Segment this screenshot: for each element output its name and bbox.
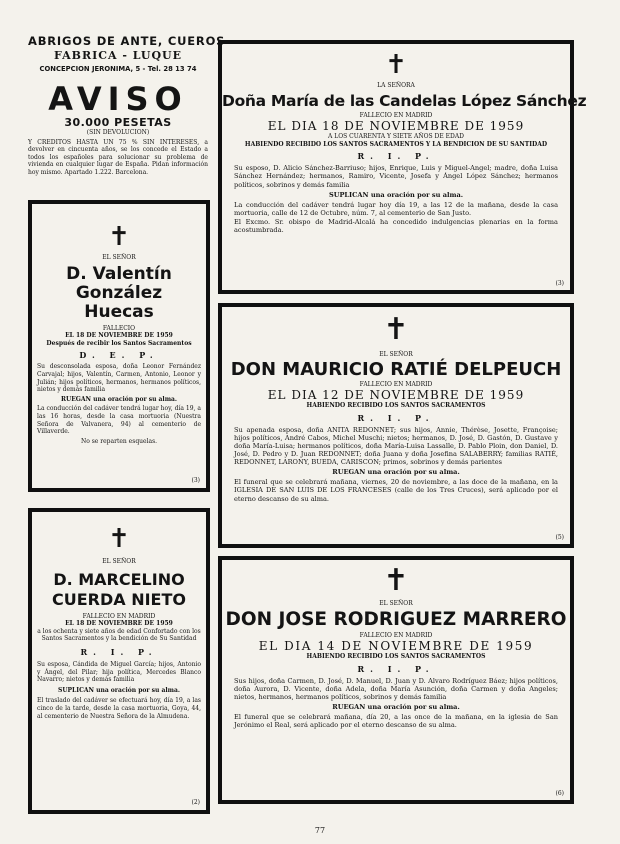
title-small: EL SEÑOR <box>102 558 136 565</box>
funeral: El funeral que se celebrará mañana, día 20, a las once de la mañana, en la iglesia de San Jerónimo el Real, será aplicado por el eterno descanso de su alma. <box>234 713 558 730</box>
title-small: LA SEÑORA <box>377 82 415 89</box>
after-sacraments: a los ochenta y siete años de edad Confortado con los Santos Sacramentos y la bendición de Su Santidad <box>37 627 201 643</box>
death-date: EL 18 DE NOVIEMBRE DE 1959 <box>65 332 173 340</box>
ref: (3) <box>191 477 200 484</box>
aviso-amount: 30.000 PESETAS <box>64 116 172 129</box>
family-text: Sus hijos, doña Carmen, D. José, D. Manuel, D. Juan y D. Alvaro Rodríguez Báez; hijos políticos, doña Aurora, D. Vicente, doña Adela, doña María Asunción, doña Carmen y doña Angeles; nietos, hermanos, hermanos políticos, sobrinos y demás familia <box>234 676 558 701</box>
no-esquelas: No se reparten esquelas. <box>80 437 158 445</box>
death-date: EL DIA 14 DE NOVIEMBRE DE 1959 <box>258 639 534 654</box>
ref: (6) <box>555 790 564 797</box>
ad-line-2: FABRICA - LUQUE <box>53 49 183 62</box>
after-sacraments: Después de recibir los Santos Sacramentos <box>46 339 192 347</box>
suplican: SUPLICAN una oración por su alma. <box>328 190 464 199</box>
notice-jose <box>218 556 574 804</box>
deceased-name: DON JOSE RODRIGUEZ MARRERO <box>225 608 567 630</box>
ruegan: RUEGAN una oración por su alma. <box>60 395 178 403</box>
death-date: EL DIA 12 DE NOVIEMBRE DE 1959 <box>267 388 525 403</box>
family-text: Su esposa, Cándida de Miguel García; hijos, Antonio y Ángel, del Pilar; hija política, Mercedes Blanco Navarro; nietos y demás familia <box>37 660 201 684</box>
ref: (3) <box>555 280 564 287</box>
age: A LOS CUARENTA Y SIETE AÑOS DE EDAD <box>328 133 464 141</box>
family-text: Su desconsolada esposa, doña Leonor Fernández Carvajal; hijos, Valentín, Carmen, Antonio, Leonor y Julián; hijos políticos, hermanos, hermanos políticos, nietos y demás familia <box>37 363 201 394</box>
deceased-name: D. MARCELINO CUERDA NIETO <box>51 569 186 609</box>
cross-icon: ✝ <box>108 222 130 252</box>
ref: (5) <box>555 534 564 541</box>
cross-icon: ✝ <box>385 50 407 80</box>
title-small: EL SEÑOR <box>379 600 413 607</box>
notice-mauricio <box>218 303 574 548</box>
ref: (2) <box>191 799 200 806</box>
death-date: EL DIA 18 DE NOVIEMBRE DE 1959 <box>267 119 525 134</box>
after-sacraments: HABIENDO RECIBIDO LOS SANTOS SACRAMENTOS <box>306 402 486 410</box>
deceased-name: Doña María de las Candelas López Sánchez <box>222 91 587 110</box>
funeral: El funeral que se celebrará mañana, viernes, 20 de noviembre, a las doce de la mañana, en la IGLESIA DE SAN LUIS DE LOS FRANCESES (calle de los Tres Cruces), será aplicado por el eterno descanso de su alma. <box>234 478 558 503</box>
page-number: 77 <box>314 826 326 835</box>
aviso-sub: (SIN DEVOLUCION) <box>86 129 150 136</box>
top-ad <box>28 34 226 73</box>
rip: R. I. P. <box>357 663 435 674</box>
aviso-title: AVISO <box>48 80 188 118</box>
obispo: El Excmo. Sr. obispo de Madrid-Alcalá ha concedido indulgencias plenarias en la forma acostumbrada. <box>234 217 558 235</box>
ad-line-1: ABRIGOS DE ANTE, CUEROS <box>28 34 226 48</box>
deceased-name: DON MAURICIO RATIÉ DELPEUCH <box>230 358 562 380</box>
notice-candelas <box>218 40 587 294</box>
rip: R. I. P. <box>357 412 435 423</box>
notice-marcelino <box>28 508 210 814</box>
fallecio: FALLECIO EN MADRID <box>82 612 156 620</box>
fallecio: FALLECIO EN MADRID <box>359 631 433 639</box>
suplican: SUPLICAN una oración por su alma. <box>57 686 180 694</box>
ruegan: RUEGAN una oración por su alma. <box>332 468 460 477</box>
cross-icon: ✝ <box>383 312 409 347</box>
cross-icon: ✝ <box>108 524 130 554</box>
ad-line-3: CONCEPCION JERONIMA, 5 - Tel. 28 13 74 <box>39 65 197 73</box>
conduccion: La conducción del cadáver tendrá lugar hoy día 19, a las 12 de la mañana, desde la casa mortuoria, calle de 12 de Octubre, núm. 7, al cementerio de San Justo. <box>234 200 558 217</box>
after-sacraments: HABIENDO RECIBIDO LOS SANTOS SACRAMENTOS <box>306 653 486 661</box>
family-text: Su esposo, D. Alicio Sánchez-Barriuso; hijos, Enrique, Luis y Miguel-Angel; madre, doña Luisa Sánchez Hernández; hermanos, Ramiro, Vicente, Josefa y Ángel López Sánchez; hermanos políticos, sobrinos y demás familia <box>234 164 558 189</box>
aviso-body: Y CREDITOS HASTA UN 75 % SIN INTERESES, a devolver en cincuenta años, se los concede el Estado a todos los españoles para solucionar su problema de vivienda en cualquier lugar de España. Pidan información hoy mismo. Apartado 1.222. Barcelona. <box>28 138 208 176</box>
entierro: El traslado del cadáver se efectuará hoy, día 19, a las cinco de la tarde, desde la casa mortuoria, Goya, 44, al cementerio de Nuestra Señora de la Almudena. <box>37 697 201 720</box>
fallecio: FALLECIO EN MADRID <box>359 380 433 388</box>
cross-icon: ✝ <box>383 563 409 598</box>
aviso-ad <box>28 82 208 194</box>
deceased-name: D. Valentín González Huecas <box>66 263 172 322</box>
title-small: EL SEÑOR <box>102 254 136 261</box>
rip: R. I. P. <box>80 646 158 657</box>
fallecio: FALLECIO <box>102 324 136 332</box>
notice-valentin <box>28 200 210 492</box>
rip: R. I. P. <box>357 151 435 162</box>
death-date: EL 18 DE NOVIEMBRE DE 1959 <box>65 620 173 628</box>
conduccion: La conducción del cadáver tendrá lugar hoy, día 19, a las 16 horas, desde la casa mortuoria (Nuestra Señora de Valvanera, 94) al cementerio de Villaverde. <box>37 405 201 436</box>
fallecio: FALLECIO EN MADRID <box>359 111 433 119</box>
after-sacraments: HABIENDO RECIBIDO LOS SANTOS SACRAMENTOS Y LA BENDICION DE SU SANTIDAD <box>244 140 548 148</box>
ruegan: RUEGAN una oración por su alma. <box>332 703 460 712</box>
family-text: Su apenada esposa, doña ANITA REDONNET; sus hijos, Annie, Thérèse, Josette, Françoise; hijos políticos, André Cabos, Michel Muschi; nietos; hermanos, D. José, D. Gastón, D. Gustave y doña María-Luisa; hermanos políticos, doña María-Luisa Lassalle, D. Pablo Ploin, don Daniel, D. José, D. Pedro y D. Juan REDONNET; doña Juana y doña Josefina SALABERRY; familias RATIÉ, REDONNET, LARONY, BUEDA, CARISCON; primos, sobrinos y demás parientes <box>234 425 558 467</box>
dep: D. E. P. <box>79 350 159 361</box>
title-small: EL SEÑOR <box>379 351 413 358</box>
